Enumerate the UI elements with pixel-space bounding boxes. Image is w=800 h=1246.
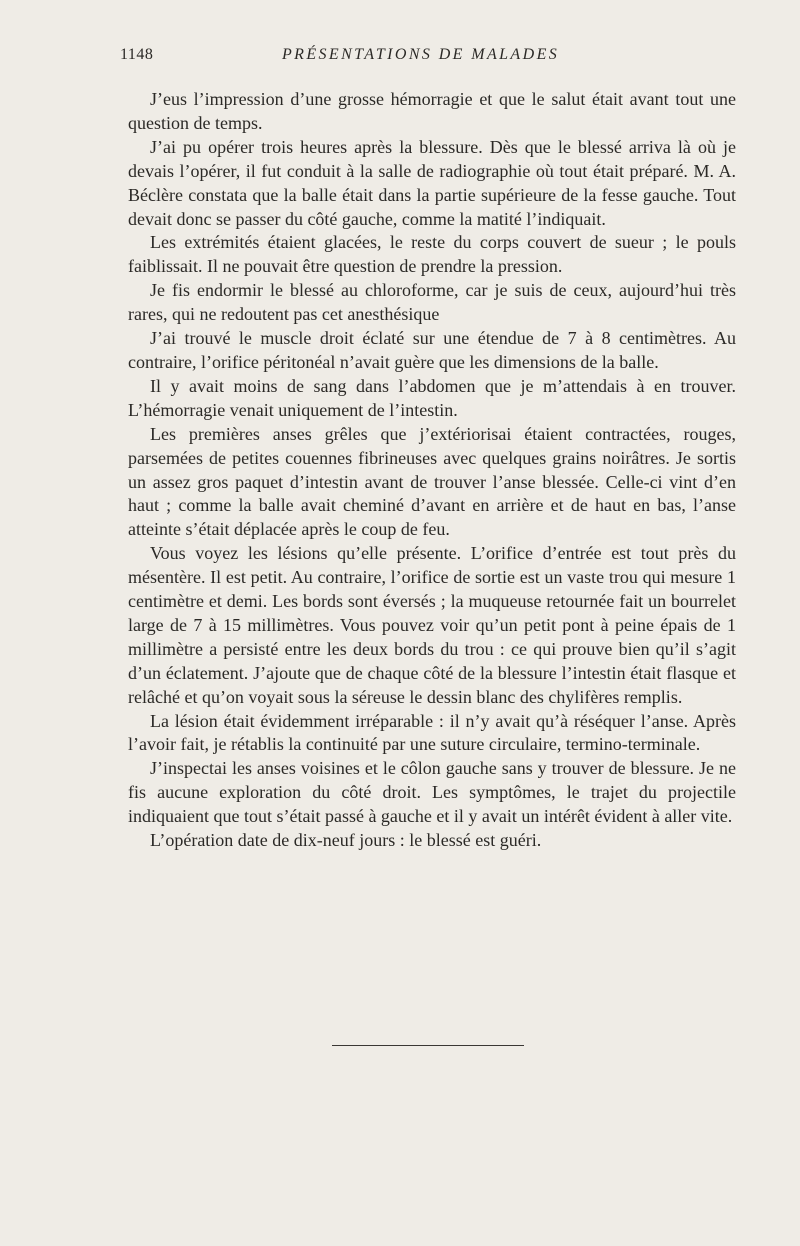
paragraph-5: J’ai trouvé le muscle droit éclaté sur une étendue de 7 à 8 centimètres. Au contraire, l’orifice péritonéal n’avait guère que les dimensions de la balle.	[128, 328, 736, 372]
running-title: PRÉSENTATIONS DE MALADES	[282, 46, 560, 63]
paragraph-9: La lésion était évidemment irréparable : il n’y avait qu’à réséquer l’anse. Après l’avoir fait, je rétablis la continuité par une suture circulaire, termino-terminale.	[128, 710, 736, 755]
paragraph-10: J’inspectai les anses voisines et le côlon gauche sans y trouver de blessure. Je ne fis aucune exploration du côté droit. Les symptômes, le trajet du projectile indiquaient que tout s’était passé à gauche et il y avait un intérêt évident à aller vite.	[128, 758, 736, 827]
end-rule	[332, 1045, 524, 1046]
paragraph-1: J’eus l’impression d’une grosse hémorragie et que le salut était avant tout une question de temps.	[128, 89, 736, 133]
paragraph-8: Vous voyez les lésions qu’elle présente. L’orifice d’entrée est tout près du mésentère. Il est petit. Au contraire, l’orifice de sortie est un vaste trou qui mesure 1 centimètre et demi. Les bords sont éversés ; la muqueuse retournée fait un bourrelet large de 7 à 15 millimètres. Vous pouvez voir qu’un petit pont à peine épais de 1 millimètre a persisté entre les deux bords du trou : ce qui prouve bien qu’il s’agit d’un éclatement. J’ajoute que de chaque côté de la blessure l’intestin était flasque et relâché et qu’on voyait sous la séreuse le dessin blanc des chylifères remplis.	[128, 543, 736, 707]
paragraph-3: Les extrémités étaient glacées, le reste du corps couvert de sueur ; le pouls faiblissait. Il ne pouvait être question de prendre la pression.	[128, 232, 736, 277]
body-text	[128, 88, 736, 853]
page-number: 1148	[120, 46, 154, 63]
paragraph-6: Il y avait moins de sang dans l’abdomen que je m’attendais à en trouver. L’hémorragie venait uniquement de l’intestin.	[128, 375, 736, 420]
paragraph-4: Je fis endormir le blessé au chloroforme, car je suis de ceux, aujourd’hui très rares, qui ne redoutent pas cet anesthésique	[128, 280, 736, 325]
paragraph-7: Les premières anses grêles que j’extériorisai étaient contractées, rouges, parsemées de petites couennes fibrineuses avec quelques grains noirâtres. Je sortis un assez gros paquet d’intestin avant de trouver l’anse blessée. Celle-ci vint d’en haut ; comme la balle avait cheminé d’avant en arrière et de haut en bas, l’anse atteinte s’était déplacée après le coup de feu.	[128, 423, 736, 540]
page-header	[120, 46, 740, 70]
paragraph-11: L’opération date de dix-neuf jours : le blessé est guéri.	[150, 830, 542, 851]
paragraph-2: J’ai pu opérer trois heures après la blessure. Dès que le blessé arriva là où je devais l’opérer, il fut conduit à la salle de radiographie où tout était préparé. M. A. Béclère constata que la balle était dans la partie supérieure de la fesse gauche. Tout devait donc se passer du côté gauche, comme la matité l’indiquait.	[128, 136, 736, 229]
